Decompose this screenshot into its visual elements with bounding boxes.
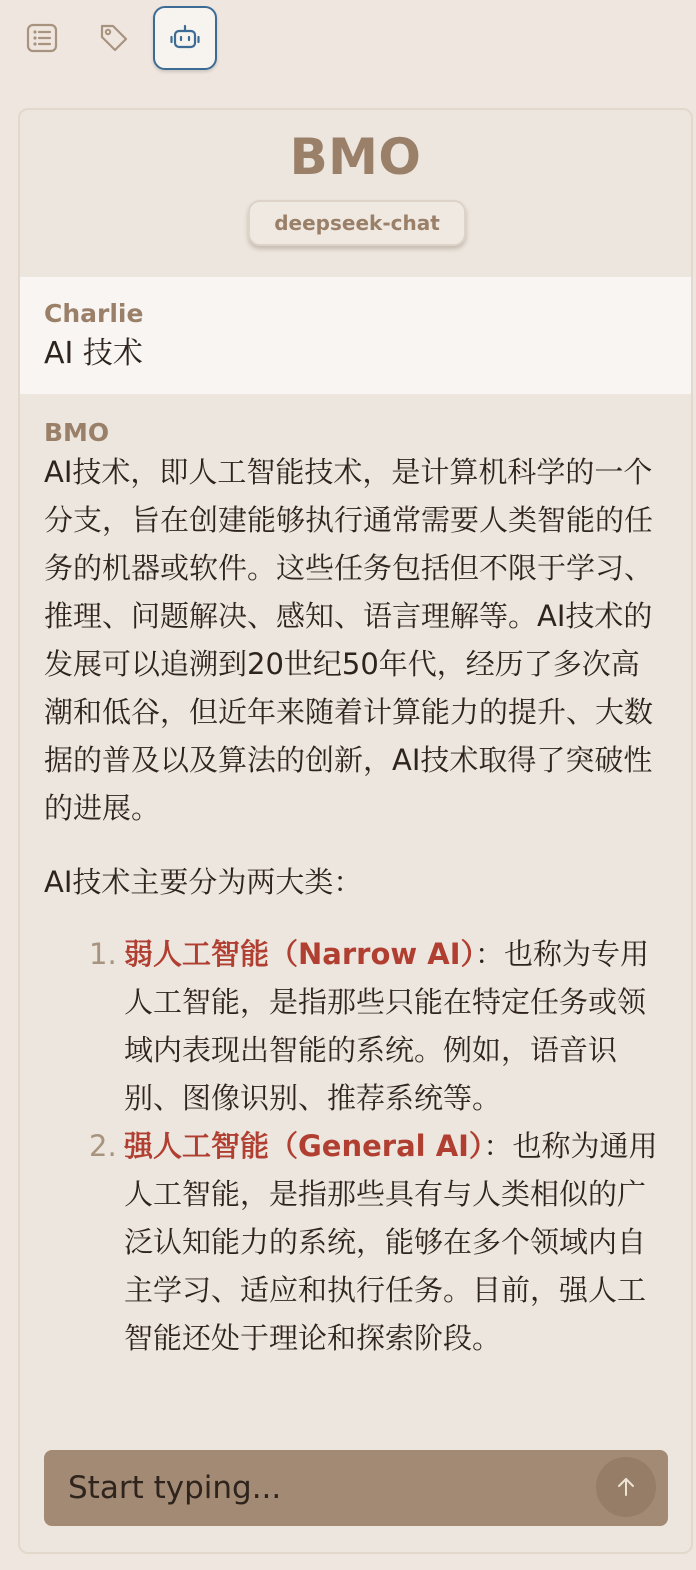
scroll-fade [20, 1400, 691, 1440]
list-item-number: 2. [89, 1129, 117, 1163]
bot-chat-button[interactable] [153, 6, 217, 70]
user-sender-name: Charlie [44, 299, 144, 328]
bot-icon [170, 24, 200, 52]
model-selector-button[interactable]: deepseek-chat [248, 200, 466, 246]
bot-name: BMO [289, 128, 422, 186]
user-message [20, 277, 691, 394]
composer [44, 1450, 668, 1526]
list-view-button[interactable] [10, 6, 74, 70]
toolbar [0, 0, 696, 80]
tags-button[interactable] [82, 6, 146, 70]
list-item-term: 弱人工智能（Narrow AI） [124, 937, 475, 971]
list-item [44, 930, 667, 1122]
list-item-term: 强人工智能（General AI） [124, 1129, 484, 1163]
list-icon [26, 23, 58, 53]
bot-message-body [44, 448, 667, 1362]
user-message-text: AI 技术 [44, 336, 143, 371]
bot-paragraph: AI技术主要分为两大类： [44, 865, 363, 899]
arrow-up-icon [614, 1475, 638, 1499]
bot-header [20, 110, 691, 276]
bot-sender-name: BMO [44, 418, 110, 447]
bot-message [20, 394, 691, 1424]
list-item-number: 1. [89, 937, 117, 971]
list-item-text: ：也称为通用人工智能，是指那些具有与人类相似的广泛认知能力的系统，能够在多个领域内自主学习、适应和执行任务。目前，强人工智能还处于理论和探索阶段。 [124, 1129, 658, 1355]
chat-panel [18, 108, 693, 1554]
tag-icon [98, 22, 130, 54]
send-button[interactable] [596, 1457, 656, 1517]
bot-paragraph: AI技术，即人工智能技术，是计算机科学的一个分支，旨在创建能够执行通常需要人类智能的任务的机器或软件。这些任务包括但不限于学习、推理、问题解决、感知、语言理解等。AI技术的发展可以追溯到20世纪50年代，经历了多次高潮和低谷，但近年来随着计算能力的提升、大数据的普及以及算法的创新，AI技术取得了突破性的进展。 [44, 455, 654, 825]
message-input[interactable] [44, 1450, 584, 1526]
list-item [44, 1122, 667, 1362]
ai-type-list [44, 930, 667, 1362]
list-item-text: ：也称为专用人工智能，是指那些只能在特定任务或领域内表现出智能的系统。例如，语音识别、图像识别、推荐系统等。 [124, 937, 650, 1115]
